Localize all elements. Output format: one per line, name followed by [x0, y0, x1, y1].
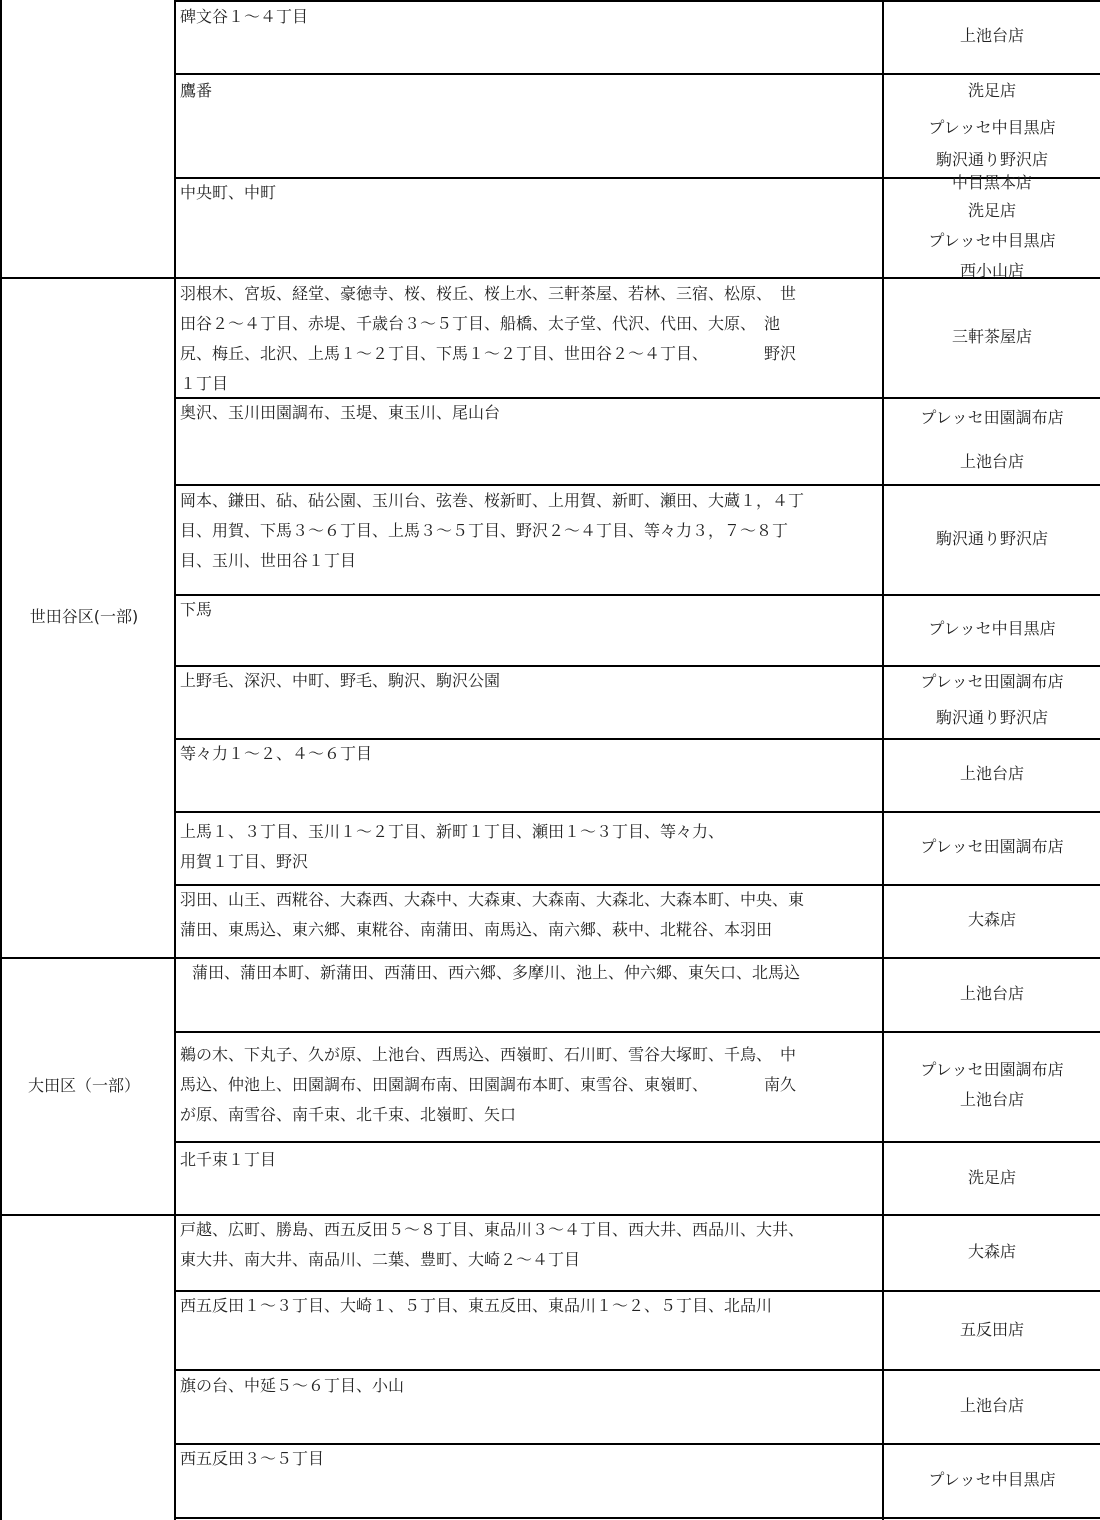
shop-name: 駒沢通り野沢店: [935, 529, 1048, 548]
area-cell: 奥沢、玉川田園調布、玉堤、東玉川、尾山台: [180, 403, 501, 422]
shop-name: 五反田店: [959, 1320, 1024, 1339]
shop-cell: [884, 403, 1100, 477]
shop-name: 洗足店: [967, 201, 1016, 220]
shop-name: 大森店: [967, 910, 1016, 929]
shop-name: 上池台店: [959, 452, 1024, 471]
shop-cell-overflow: [884, 171, 1100, 192]
shop-name: プレッセ中目黒店: [928, 619, 1056, 638]
table-divider-ward: [174, 0, 176, 1520]
shop-name: 上池台店: [959, 984, 1024, 1003]
shop-name: 上池台店: [959, 26, 1024, 45]
shop-cell: [884, 1391, 1100, 1421]
area-cell: 鵜の木、下丸子、久が原、上池台、西馬込、西嶺町、石川町、雪谷大塚町、千鳥、 中 馬込、仲池上、田園調布、田園調布南、田園調布本町、東雪谷、東嶺町、 南久 が原、南雪谷、南千束、北千束、北嶺町、矢口: [180, 1045, 797, 1124]
shop-cell: [884, 1237, 1100, 1267]
area-cell: 旗の台、中延５～６丁目、小山: [180, 1376, 405, 1395]
area-cell: 西五反田３～５丁目: [180, 1449, 325, 1468]
shop-cell: [884, 21, 1100, 51]
shop-cell: [884, 759, 1100, 789]
shop-cell: [884, 1315, 1100, 1345]
shop-name: 駒沢通り野沢店: [935, 150, 1048, 169]
shop-cell: [884, 1055, 1100, 1115]
shop-cell: [884, 667, 1100, 733]
shop-cell: [884, 832, 1100, 862]
row-divider: [174, 1031, 1100, 1033]
area-cell: 上野毛、深沢、中町、野毛、駒沢、駒沢公園: [180, 671, 501, 690]
shop-cell: [884, 322, 1100, 352]
shop-cell: [884, 1163, 1100, 1193]
row-divider: [174, 1141, 1100, 1143]
shop-name: プレッセ中目黒店: [928, 118, 1056, 137]
shop-name: プレッセ中目黒店: [928, 1470, 1056, 1489]
shop-name: プレッセ田園調布店: [920, 408, 1064, 427]
area-cell: 西五反田１～３丁目、大崎１、５丁目、東五反田、東品川１～２、５丁目、北品川: [180, 1296, 773, 1315]
shop-cell: [884, 1465, 1100, 1495]
area-cell: 岡本、鎌田、砧、砧公園、玉川台、弦巻、桜新町、上用賀、新町、瀬田、大蔵１，４丁 目、用賀、下馬３～６丁目、上馬３～５丁目、野沢２～４丁目、等々力３，７～８丁 目、玉川、世田谷１丁目: [180, 491, 805, 570]
area-cell: 碑文谷１～４丁目: [180, 7, 309, 26]
area-cell: 中央町、中町: [180, 183, 277, 202]
shop-name: プレッセ田園調布店: [920, 1060, 1064, 1079]
area-cell: 鷹番: [180, 81, 213, 100]
row-divider: [174, 1517, 1100, 1519]
ward-label-setagaya: 世田谷区(一部): [29, 607, 139, 626]
area-cell: 下馬: [180, 600, 213, 619]
area-cell: 羽田、山王、西糀谷、大森西、大森中、大森東、大森南、大森北、大森本町、中央、東 蒲田、東馬込、東六郷、東糀谷、南蒲田、南馬込、南六郷、萩中、北糀谷、本羽田: [180, 890, 805, 939]
area-cell: 北千束１丁目: [180, 1150, 277, 1169]
area-cell: 蒲田、蒲田本町、新蒲田、西蒲田、西六郷、多摩川、池上、仲六郷、東矢口、北馬込: [192, 963, 801, 982]
ward-label-ota: 大田区（一部）: [27, 1076, 140, 1095]
shop-name: 三軒茶屋店: [951, 327, 1032, 346]
shop-name: プレッセ田園調布店: [920, 837, 1064, 856]
shop-name: プレッセ田園調布店: [920, 672, 1064, 691]
shop-cell: [884, 196, 1100, 280]
shop-name: 西小山店: [959, 261, 1024, 280]
shop-name: 大森店: [967, 1242, 1016, 1261]
shop-cell: [884, 524, 1100, 554]
table-border-left: [0, 0, 2, 1520]
area-cell: 等々力１～２、４～６丁目: [180, 744, 373, 763]
area-cell: 上馬１、３丁目、玉川１～２丁目、新町１丁目、瀬田１～３丁目、等々力、 用賀１丁目、野沢: [180, 822, 725, 871]
row-divider: [174, 811, 1100, 813]
shop-cell: [884, 75, 1100, 177]
shop-name: 駒沢通り野沢店: [935, 708, 1048, 727]
area-cell: 戸越、広町、勝島、西五反田５～８丁目、東品川３～４丁目、西大井、西品川、大井、 東大井、南大井、南品川、二葉、豊町、大崎２～４丁目: [180, 1220, 805, 1269]
shop-cell: [884, 614, 1100, 644]
shop-name: 洗足店: [967, 81, 1016, 100]
shop-cell: [884, 979, 1100, 1009]
shop-name: 中目黒本店: [951, 173, 1032, 192]
shop-name: 洗足店: [967, 1168, 1016, 1187]
shop-name: 上池台店: [959, 764, 1024, 783]
shop-name: プレッセ中目黒店: [928, 231, 1056, 250]
area-cell: 羽根木、宮坂、経堂、豪徳寺、桜、桜丘、桜上水、三軒茶屋、若林、三宿、松原、 世 田谷２～４丁目、赤堤、千歳台３～５丁目、船橋、太子堂、代沢、代田、大原、 池 尻、梅丘、北沢、上馬１～２丁目、下馬１～２丁目、世田谷２～４丁目、 野沢 １丁目: [180, 284, 797, 393]
shop-cell: [884, 905, 1100, 935]
shop-name: 上池台店: [959, 1396, 1024, 1415]
shop-name: 上池台店: [959, 1090, 1024, 1109]
